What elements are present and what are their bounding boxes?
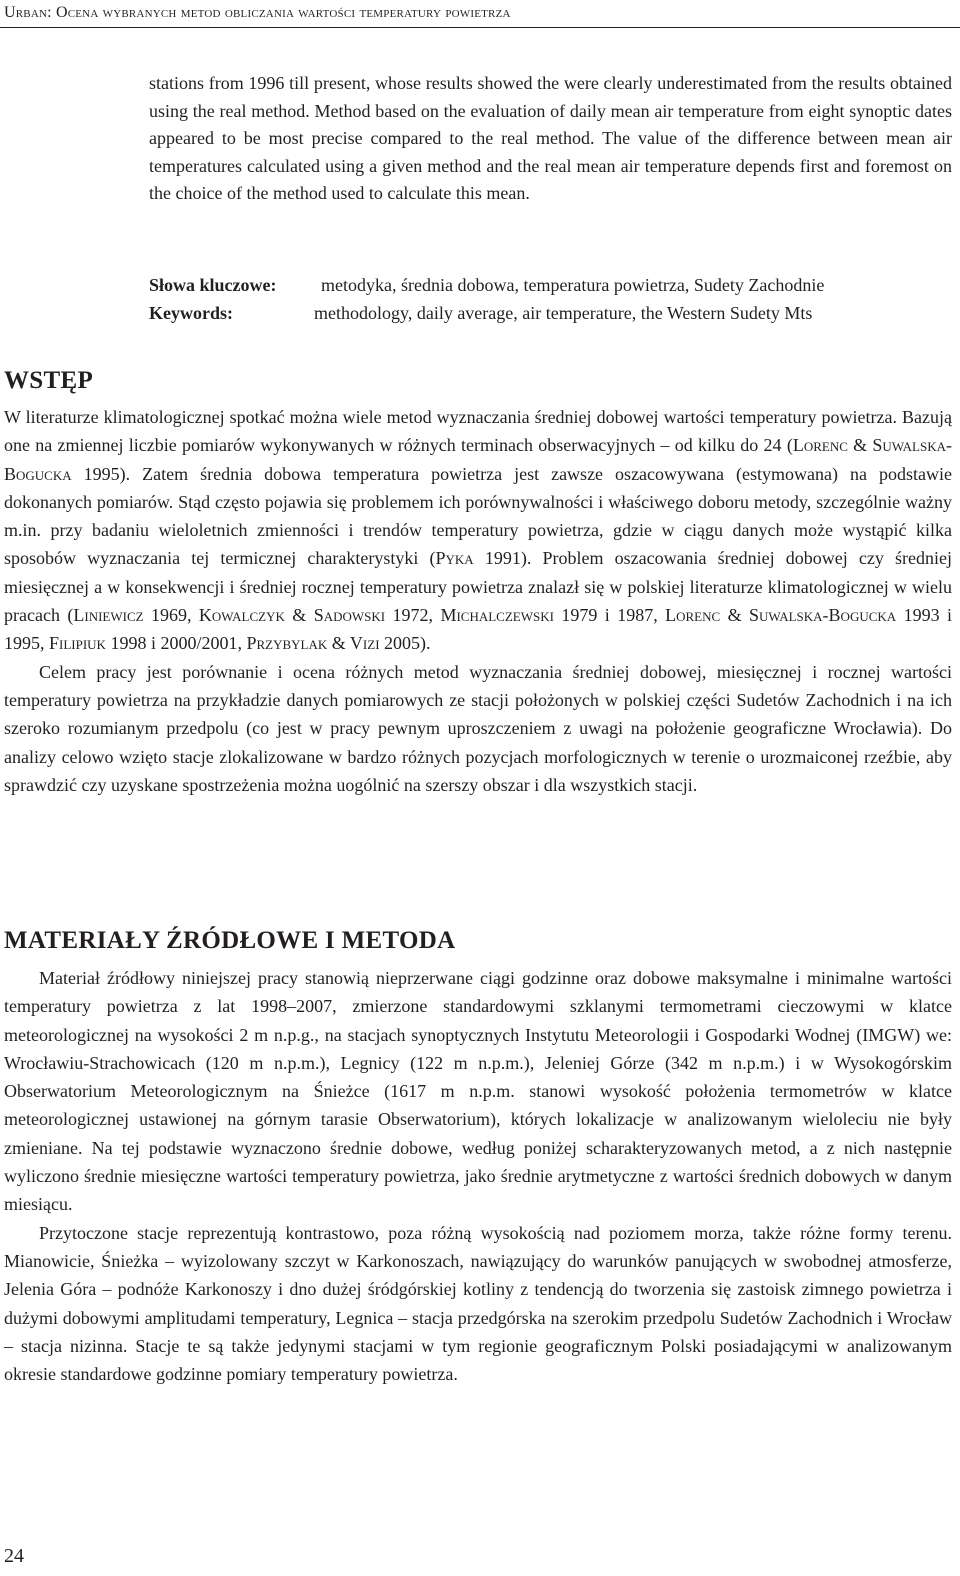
running-header: Urban: Ocena wybranych metod obliczania wartości temperatury powietrza bbox=[4, 4, 511, 21]
section-body-wstep bbox=[4, 403, 952, 799]
citation-author: Lorenc & Suwalska-Bogucka bbox=[4, 435, 952, 484]
citation-author: Przybylak & Vizi bbox=[246, 633, 380, 654]
materialy-paragraph-2: Przytoczone stacje reprezentują kontrastowo, poza różną wysokością nad poziomem morza, także różne formy terenu. Mianowicie, Śnieżka – wyizolowany szczyt w Karkonoszach, nawiązujący do warunków panujących w swobodnej atmosferze, Jelenia Góra – podnóże Karkonoszy i dno dużej śródgórskiej kotliny z tendencją do tworzenia się zastoisk zimnego powietrza i dużymi dobowymi amplitudami temperatury, Legnica – stacja przedgórska na szerokim przedpolu Sudetów Zachodnich i Wrocław – stacja nizinna. Stacje te są także jedynymi stacjami w tym regionie geograficznym Polski posiadającymi w analizowanym okresie standardowe godzinne pomiary temperatury powietrza. bbox=[4, 1222, 952, 1385]
section-heading-wstep: WSTĘP bbox=[4, 367, 94, 394]
citation-author: Michalczewski bbox=[440, 605, 554, 626]
wstep-paragraph-2: Celem pracy jest porównanie i ocena różnych metod wyznaczania średniej dobowej, miesięcznej i rocznej wartości temperatury powietrza na przykładzie danych pomiarowych ze stacji położonych w polskiej części Sudetów Zachodnich i na ich szeroko rozumianym przedpolu (co jest w pracy pewnym uproszczeniem z uwagi na położenie geograficzne Wrocławia). Do analizy celowo wzięto stacje zlokalizowane w bardzo różnych pozycjach morfologicznych w terenie o urozmaiconej rzeźbie, aby sprawdzić czy uzyskane spostrzeżenia można uogólnić na szerszy obszar i dla wszystkich stacji. bbox=[4, 661, 952, 795]
materialy-paragraph-1: Materiał źródłowy niniejszej pracy stanowią nieprzerwane ciągi godzinne oraz dobowe maksymalne i minimalne wartości temperatury powietrza z lat 1998–2007, zmierzone standardowymi szklanymi termometrami cieczowymi w klatce meteorologicznej na wysokości 2 m n.p.g., na stacjach synoptycznych Instytutu Meteorologii i Gospodarki Wodnej (IMGW) we: Wrocławiu-Strachowicach (120 m n.p.m.), Legnicy (122 m n.p.m.), Jeleniej Górze (342 m n.p.m.) i w Wysokogórskim Obserwatorium Meteorologicznym na Śnieżce (1617 m n.p.m. stanowi wysokość położenia termometrów w klatce meteorologicznej ustawionej na górnym tarasie Obserwatorium), których lokalizacje w analizowanym wieloleciu nie były zmieniane. Na tej podstawie wyznaczono średnie dobowe, według poniżej scharakteryzowanych metod, a z nich następnie wyliczono średnie miesięczne wartości temperatury powietrza, jako średnie arytmetyczne z wartości średnich dobowych w danym miesiącu. bbox=[4, 968, 952, 1215]
section-heading-materialy: MATERIAŁY ŹRÓDŁOWE I METODA bbox=[4, 927, 456, 954]
page-number: 24 bbox=[4, 1545, 24, 1567]
citation-author: Liniewicz bbox=[73, 605, 144, 626]
keywords-pl-value: metodyka, średnia dobowa, temperatura powietrza, Sudety Zachodnie bbox=[321, 275, 825, 295]
section-body-materialy bbox=[4, 964, 952, 1388]
citation-author: Lorenc & Suwalska-Bogucka bbox=[665, 605, 897, 626]
keywords-en-value: methodology, daily average, air temperature, the Western Sudety Mts bbox=[314, 303, 813, 323]
keywords-pl-label: Słowa kluczowe: bbox=[149, 275, 277, 295]
keywords-en-label: Keywords: bbox=[149, 303, 233, 323]
wstep-paragraph-1: W literaturze klimatologicznej spotkać można wiele metod wyznaczania średniej dobowej wartości temperatury powietrza. Bazują one na zmiennej liczbie pomiarów wykonywanych w różnych terminach obserwacyjnych – od kilku do 24 (Lorenc & Suwalska-Bogucka 1995). Zatem średnia dobowa temperatura powietrza jest zawsze oszacowywana (estymowana) na podstawie dokonanych pomiarów. Stąd często pojawia się problemem ich porównywalności i właściwego doboru metody, szczególnie ważny m.in. przy badaniu wieloletnich zmienności i trendów temperatury powietrza, gdzie w ciągu danych może wystąpić kilka sposobów wyznaczania tej termicznej charakterystyki (Pyka 1991). Problem oszacowania średniej dobowej czy średniej miesięcznej a w konsekwencji i średniej rocznej temperatury powietrza znalazł się w polskiej literaturze klimatologicznej w wielu pracach (Liniewicz 1969, Kowalczyk & Sadowski 1972, Michalczewski 1979 i 1987, Lorenc & Suwalska-Bogucka 1993 i 1995, Filipiuk 1998 i 2000/2001, Przybylak & Vizi 2005). bbox=[4, 407, 953, 654]
citation-author: Pyka bbox=[435, 548, 474, 569]
citation-author: Filipiuk bbox=[49, 633, 106, 654]
header-rule bbox=[0, 27, 960, 28]
abstract-text: stations from 1996 till present, whose results showed the were clearly underestimated from the results obtained using the real method. Method based on the evaluation of daily mean air temperature from eight synoptic dates appeared to be most precise compared to the real method. The value of the difference between mean air temperatures calculated using a given method and the real mean air temperature depends first and foremost on the choice of the method used to calculate this mean. bbox=[149, 73, 952, 203]
citation-author: Kowalczyk & Sadowski bbox=[198, 605, 386, 626]
